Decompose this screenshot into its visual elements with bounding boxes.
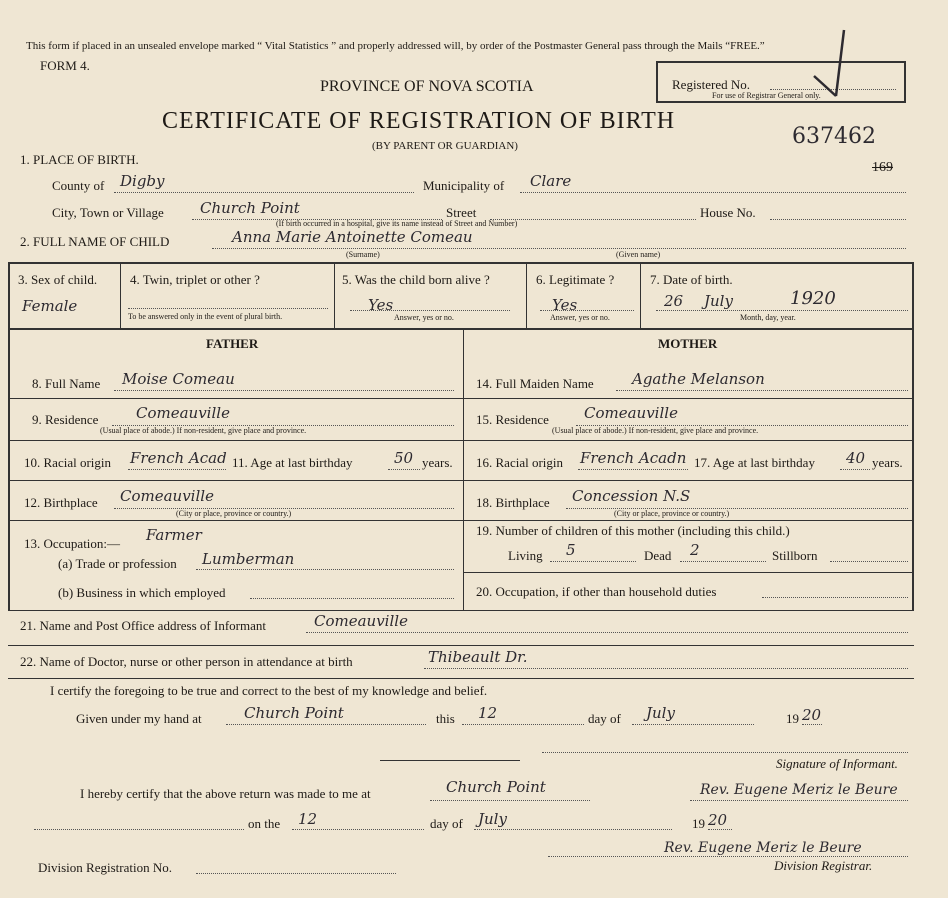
father-residence-note: (Usual place of abode.) If non-resident, give place and province. (100, 426, 307, 435)
house-label: House No. (700, 205, 756, 220)
mother-birthplace-value: Concession N.S (572, 487, 691, 505)
mother-racial-label: 16. Racial origin (476, 455, 564, 470)
dead-label: Dead (644, 548, 672, 563)
mother-birthplace-label: 18. Birthplace (476, 495, 550, 510)
mother-age-unit: years. (872, 455, 903, 470)
legitimate-label: 6. Legitimate ? (536, 272, 615, 287)
return-statement: I hereby certify that the above return was made to me at (80, 786, 371, 801)
registrar-signature: Rev. Eugene Meriz le Beure (664, 840, 862, 856)
registered-label: Registered No. (672, 77, 750, 92)
birth-date-note: Month, day, year. (740, 313, 796, 322)
certify-statement: I certify the foregoing to be true and correct to the best of my knowledge and belief. (50, 683, 488, 698)
given-year-prefix: 19 (786, 711, 799, 726)
street-label: Street (446, 205, 477, 220)
given-month-value: July (646, 704, 675, 722)
mother-racial-value: French Acadn (580, 449, 687, 467)
given-name-note: (Given name) (616, 250, 661, 259)
given-day-value: 12 (478, 704, 498, 722)
informant-signature-label: Signature of Informant. (776, 756, 898, 771)
return-signature: Rev. Eugene Meriz le Beure (700, 782, 898, 798)
father-age-unit: years. (422, 455, 453, 470)
form-number: FORM 4. (40, 58, 90, 73)
place-of-birth-heading: 1. PLACE OF BIRTH. (20, 152, 139, 167)
given-place-value: Church Point (244, 704, 344, 722)
father-residence-label: 9. Residence (32, 412, 99, 427)
birth-month-value: July (704, 292, 733, 310)
twin-note: To be answered only in the event of plural birth. (128, 312, 283, 321)
child-name-label: 2. FULL NAME OF CHILD (20, 234, 170, 249)
this-label: this (436, 711, 455, 726)
father-trade-value: Lumberman (202, 550, 295, 568)
certificate-subtitle: (BY PARENT OR GUARDIAN) (372, 140, 518, 152)
return-place-value: Church Point (446, 778, 546, 796)
sex-value: Female (22, 297, 78, 315)
father-occupation-value: Farmer (146, 526, 202, 544)
dead-value: 2 (690, 541, 700, 559)
division-registrar-label: Division Registrar. (774, 858, 873, 873)
given-day-of-label: day of (588, 711, 621, 726)
father-birthplace-value: Comeauville (120, 487, 214, 505)
mother-residence-value: Comeauville (584, 404, 678, 422)
given-year-suffix: 20 (802, 706, 822, 724)
return-year-suffix: 20 (708, 811, 728, 829)
father-business-label: (b) Business in which employed (58, 585, 226, 600)
surname-note: (Surname) (346, 250, 380, 259)
mother-heading: MOTHER (658, 336, 718, 351)
province-heading: PROVINCE OF NOVA SCOTIA (320, 78, 534, 95)
father-racial-value: French Acad (130, 449, 227, 467)
twin-label: 4. Twin, triplet or other ? (130, 272, 260, 287)
father-occupation-label: 13. Occupation:— (24, 536, 121, 551)
father-trade-label: (a) Trade or profession (58, 556, 177, 571)
birth-date-label: 7. Date of birth. (650, 272, 733, 287)
informant-label: 21. Name and Post Office address of Informant (20, 618, 266, 633)
return-year-prefix: 19 (692, 816, 705, 831)
return-day-value: 12 (298, 810, 318, 828)
municipality-value: Clare (530, 172, 572, 190)
registered-box (656, 61, 906, 103)
municipality-label: Municipality of (423, 178, 505, 193)
mail-notice: This form if placed in an unsealed envelope marked “ Vital Statistics ” and properly addressed will, by order of the Postmaster General pass through the Mails “FREE.” (26, 40, 765, 52)
father-name-label: 8. Full Name (32, 376, 101, 391)
alive-value: Yes (368, 296, 394, 314)
alive-label: 5. Was the child born alive ? (342, 272, 490, 287)
informant-value: Comeauville (314, 612, 408, 630)
stillborn-label: Stillborn (772, 548, 818, 563)
living-value: 5 (566, 541, 576, 559)
mother-children-label: 19. Number of children of this mother (including this child.) (476, 523, 790, 538)
city-label: City, Town or Village (52, 205, 164, 220)
legitimate-value: Yes (552, 296, 578, 314)
mother-birthplace-note: (City or place, province or country.) (614, 509, 730, 518)
on-the-label: on the (248, 816, 281, 831)
father-residence-value: Comeauville (136, 404, 230, 422)
mother-residence-note: (Usual place of abode.) If non-resident, give place and province. (552, 426, 759, 435)
alive-note: Answer, yes or no. (394, 313, 454, 322)
father-heading: FATHER (206, 336, 259, 351)
city-value: Church Point (200, 199, 300, 217)
father-birthplace-note: (City or place, province or country.) (176, 509, 292, 518)
mother-name-value: Agathe Melanson (632, 370, 765, 388)
margin-number: 169 (872, 160, 893, 175)
county-value: Digby (120, 172, 165, 190)
mother-age-value: 40 (846, 449, 866, 467)
father-name-value: Moise Comeau (122, 370, 235, 388)
birth-day-value: 26 (664, 292, 684, 310)
registrar-use-note: For use of Registrar General only. (712, 91, 821, 100)
county-label: County of (52, 178, 105, 193)
sex-label: 3. Sex of child. (18, 272, 98, 287)
division-registration-label: Division Registration No. (38, 860, 172, 875)
doctor-label: 22. Name of Doctor, nurse or other person in attendance at birth (20, 654, 353, 669)
mother-name-label: 14. Full Maiden Name (476, 376, 594, 391)
mother-occupation-label: 20. Occupation, if other than household duties (476, 584, 717, 599)
father-age-value: 50 (394, 449, 414, 467)
birth-year-value: 1920 (790, 288, 836, 309)
legitimate-note: Answer, yes or no. (550, 313, 610, 322)
check-mark-icon (798, 26, 858, 116)
mother-residence-label: 15. Residence (476, 412, 549, 427)
father-birthplace-label: 12. Birthplace (24, 495, 98, 510)
doctor-value: Thibeault Dr. (428, 648, 528, 666)
living-label: Living (508, 548, 543, 563)
return-day-of-label: day of (430, 816, 463, 831)
given-under-label: Given under my hand at (76, 711, 202, 726)
child-name-value: Anna Marie Antoinette Comeau (232, 228, 473, 246)
street-note: (If birth occurred in a hospital, give its name instead of Street and Number) (276, 219, 518, 228)
mother-age-label: 17. Age at last birthday (694, 455, 815, 470)
father-racial-label: 10. Racial origin (24, 455, 112, 470)
father-age-label: 11. Age at last birthday (232, 455, 353, 470)
certificate-title: CERTIFICATE OF REGISTRATION OF BIRTH (162, 108, 676, 134)
return-month-value: July (478, 810, 507, 828)
registration-number: 637462 (792, 124, 876, 149)
